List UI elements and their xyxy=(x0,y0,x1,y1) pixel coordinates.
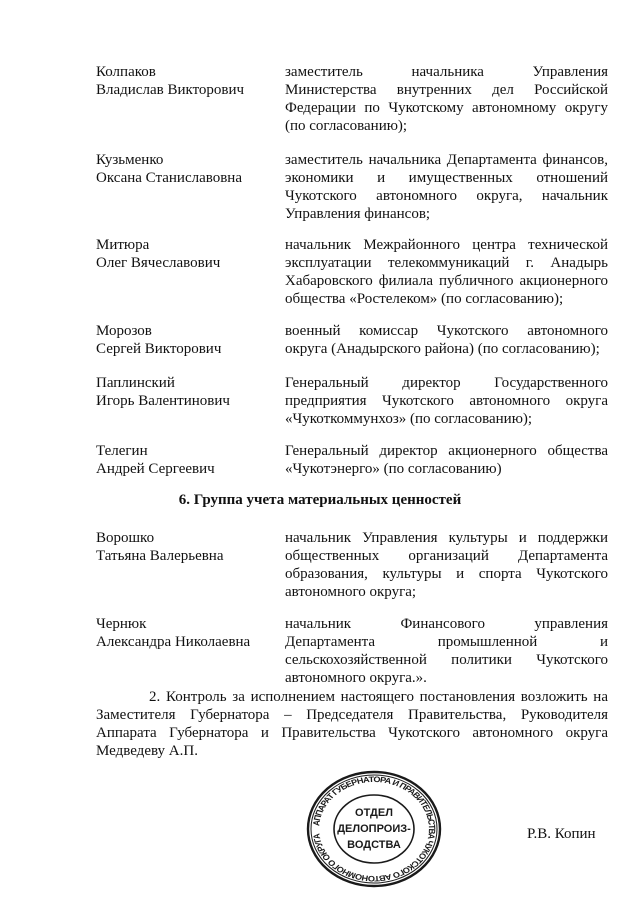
member-name xyxy=(96,322,281,358)
member-surname: Чернюк xyxy=(96,616,147,632)
member-given-names: Андрей Сергеевич xyxy=(96,461,215,477)
member-surname: Морозов xyxy=(96,323,152,339)
member-role: начальник Управления культуры и поддержки общественных организаций Департамента образования, культуры и спорта Чукотского автономного округа; xyxy=(285,530,608,600)
member-given-names: Сергей Викторович xyxy=(96,341,222,357)
control-paragraph: 2. Контроль за исполнением настоящего постановления возложить на Заместителя Губернатора – Председателя Правительства, Руководителя Аппарата Губернатора и Правительства Чукотского автономного округа Медведеву А.П. xyxy=(96,689,608,759)
member-name xyxy=(96,63,281,99)
member-name xyxy=(96,374,281,410)
member-given-names: Олег Вячеславович xyxy=(96,255,221,271)
member-surname: Паплинский xyxy=(96,375,175,391)
member-role: Генеральный директор акционерного общества «Чукотэнерго» (по согласованию) xyxy=(285,443,608,477)
member-given-names: Оксана Станиславовна xyxy=(96,170,242,186)
member-given-names: Александра Николаевна xyxy=(96,634,251,650)
stamp-ring-text: АППАРАТ ГУБЕРНАТОРА И ПРАВИТЕЛЬСТВА ЧУКОТСКОГО АВТОНОМНОГО ОКРУГА xyxy=(310,774,438,884)
stamp-line-2: ДЕЛОПРОИЗ- xyxy=(337,823,411,835)
member-surname: Ворошко xyxy=(96,530,155,546)
office-stamp xyxy=(305,770,443,888)
member-name xyxy=(96,442,281,478)
member-given-names: Игорь Валентинович xyxy=(96,393,230,409)
member-role: военный комиссар Чукотского автономного округа (Анадырского района) (по согласованию); xyxy=(285,323,608,357)
member-role: начальник Финансового управления Департамента промышленной и сельскохозяйственной политики Чукотского автономного округа.». xyxy=(285,616,608,686)
member-role: начальник Межрайонного центра технической эксплуатации телекоммуникаций г. Анадырь Хабаровского филиала публичного акционерного общества «Ростелеком» (по согласованию); xyxy=(285,237,608,307)
member-surname: Кузьменко xyxy=(96,152,164,168)
member-surname: Телегин xyxy=(96,443,148,459)
member-surname: Митюра xyxy=(96,237,150,253)
member-given-names: Татьяна Валерьевна xyxy=(96,548,224,564)
signature-name: Р.В. Копин xyxy=(527,826,596,842)
member-name xyxy=(96,615,281,651)
stamp-line-3: ВОДСТВА xyxy=(347,839,401,851)
member-given-names: Владислав Викторович xyxy=(96,82,245,98)
member-role: Генеральный директор Государственного предприятия Чукотского автономного округа «Чукоткоммунхоз» (по согласованию); xyxy=(285,375,608,427)
member-role: заместитель начальника Департамента финансов, экономики и имущественных отношений Чукотского автономного округа, начальник Управления финансов; xyxy=(285,152,608,222)
member-name xyxy=(96,151,281,187)
member-name xyxy=(96,529,281,565)
section-heading: 6. Группа учета материальных ценностей xyxy=(178,492,462,508)
member-role: заместитель начальника Управления Министерства внутренних дел Российской Федерации по Чукотскому автономному округу (по согласованию); xyxy=(285,64,608,134)
stamp-line-1: ОТДЕЛ xyxy=(355,807,393,819)
member-surname: Колпаков xyxy=(96,64,156,80)
member-name xyxy=(96,236,281,272)
